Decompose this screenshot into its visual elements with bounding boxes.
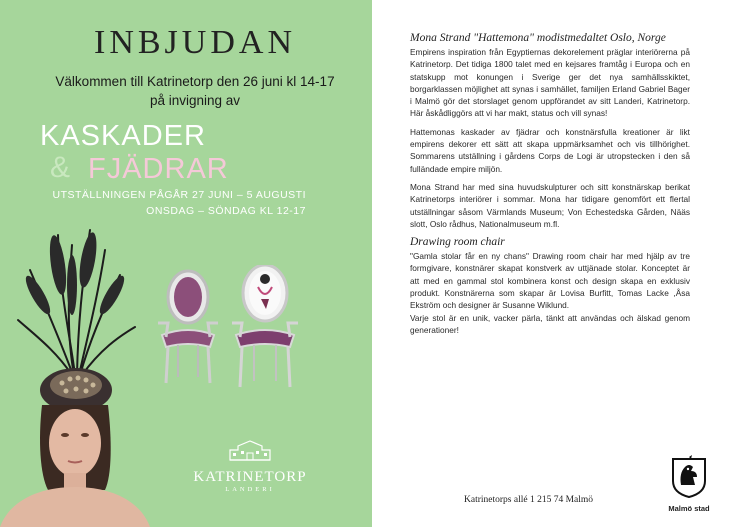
headline-kaskader: KASKADER	[40, 120, 206, 152]
drawing-room-chairs-image	[150, 265, 310, 395]
invitation-panel	[0, 0, 372, 527]
opening-hours: ONSDAG – SÖNDAG KL 12-17	[146, 205, 306, 217]
invitation-text-column	[410, 32, 690, 342]
welcome-line-1: Välkommen till Katrinetorp den 26 juni kl 14-17	[55, 74, 335, 89]
griffin-crest-icon	[667, 455, 711, 499]
right-chair	[232, 265, 298, 387]
paragraph: "Gamla stolar får en ny chans" Drawing room chair har med hjälp av tre formgivare, konstnärer skapat konstverk av uttjänade stolar. Konceptet är att med en gammal stol kombinera konst och design skapa en exklusiv produkt. Konstnärerna som skapar är Lovisa Burfitt, Tomas Lacke ,Åsa Ekström och designer är Susanne Wiklund.	[410, 251, 690, 311]
paragraph: Varje stol är en unik, vacker pärla, tänkt att användas och älskad genom generationer!	[410, 312, 690, 335]
exhibition-dates: UTSTÄLLNINGEN PÅGÅR 27 JUNI – 5 AUGUSTI	[52, 189, 306, 201]
katrinetorp-logo	[190, 440, 310, 493]
katrinetorp-logo-subtitle: LANDERI	[225, 486, 275, 493]
headline-fjadrar: FJÄDRAR	[88, 153, 229, 185]
paragraph: Empirens inspiration från Egyptiernas dekorelement präglar interiörerna på Katrinetorp. Det tidiga 1800 talet med en kejsares framtåg i Europa och en statskupp mot konungen i Sverige ger det nya samhällsskiktet, borgarklassen möjlighet att synas i samhället, familjen Erland Gabriel Bager i Malmö gör det storslaget genom uppförandet av sitt Landeri, Katrinetorp. Här åskådliggörs att vi har makt, status och vill synas!	[410, 47, 690, 119]
left-chair	[158, 271, 218, 383]
address: Katrinetorps allé 1 215 74 Malmö	[464, 495, 594, 505]
feather-hat-model-image	[0, 225, 150, 527]
malmo-stad-label: Malmö stad	[668, 504, 710, 513]
section-heading-drawing-room-chair: Drawing room chair	[410, 236, 505, 249]
malmo-stad-logo	[664, 455, 714, 513]
paragraph: Hattemonas kaskader av fjädrar och konstnärsfulla kreationer är likt empirens dekorer ett sätt att skapa uppmärksamhet och vis tillhörighet. Sommarens utställning i gårdens Corps de Logi är utropstecken i den så fulländade empire miljön.	[410, 126, 690, 174]
section-heading-mona-strand: Mona Strand "Hattemona" modistmedaltet Oslo, Norge	[410, 32, 666, 44]
manor-house-icon	[228, 440, 272, 462]
paragraph: Mona Strand har med sina huvudskulpturer och sitt konstnärskap berikat Katrinetorps interiörer i sommar. Mona har tidigare genomfört ett flertal utställningar såsom Värmlands Museum; Von Echestedska Gården, Nääs slott, Oslo rådhus, Nationalmuseum m.fl.	[410, 181, 690, 229]
invitation-title: INBJUDAN	[94, 24, 296, 61]
katrinetorp-logo-name: KATRINETORP	[193, 469, 307, 485]
headline-ampersand: &	[50, 151, 71, 184]
welcome-line-2: på invigning av	[149, 93, 241, 108]
